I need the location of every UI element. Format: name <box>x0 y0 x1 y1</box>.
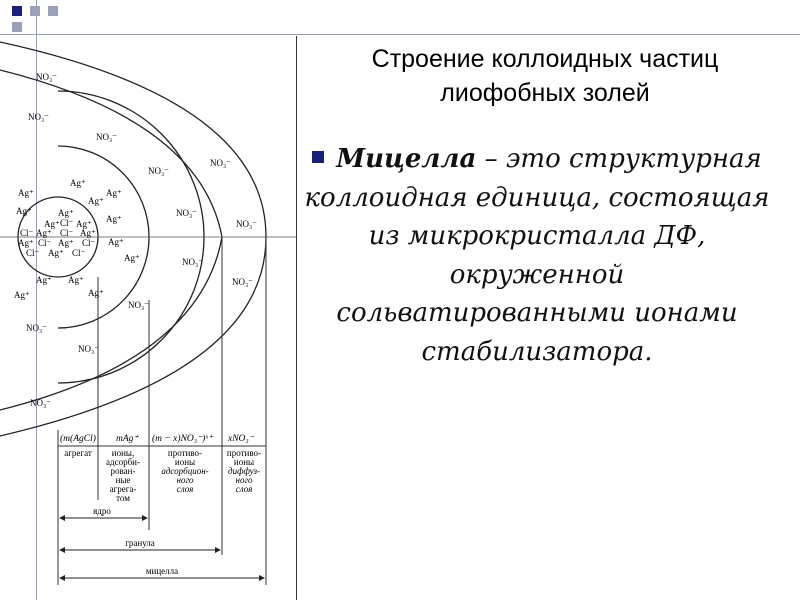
adsorbed-ion: Ag⁺ <box>36 275 52 285</box>
definition-text: – это структурная коллоидная единица, состоящая из микрокристалла ДФ, окруженной сольватированными ионами стабилизатора. <box>304 144 770 367</box>
core-ion: Cl⁻ <box>60 218 74 228</box>
label-adsorption-layer-2: ионы <box>174 457 196 467</box>
granule-label: гранула <box>125 538 155 548</box>
adsorbed-ion: Ag⁺ <box>108 237 124 247</box>
label-adsorbed-4: ные <box>115 475 131 485</box>
formula-aggregate: (m(AgCl) <box>60 434 96 444</box>
core-ion: Ag⁺ <box>58 238 74 248</box>
bullet-square-icon <box>312 151 324 163</box>
counter-ion: NO₃⁻ <box>210 158 231 168</box>
counter-ion: NO₃⁻ <box>128 300 149 310</box>
core-ion: Cl⁻ <box>60 228 74 238</box>
slide-top-rule <box>0 34 800 35</box>
core-ion: Ag⁺ <box>36 228 52 238</box>
definition-paragraph <box>302 140 772 371</box>
core-ion: Ag⁺ <box>44 219 60 229</box>
adsorbed-ion: Ag⁺ <box>70 178 86 188</box>
label-adsorbed-2: адсорби- <box>106 457 140 467</box>
label-adsorbed-1: ионы, <box>111 448 135 458</box>
core-ion: Cl⁻ <box>20 228 34 238</box>
definition-term: Мицелла <box>336 144 477 174</box>
micelle-diagram <box>0 36 300 600</box>
label-adsorbed-3: рован- <box>110 466 136 476</box>
core-ion: Ag⁺ <box>58 208 74 218</box>
core-ion: Cl⁻ <box>38 238 52 248</box>
formula-adsorption-layer: (m − x)NO₃⁻)ˣ⁺ <box>152 434 213 444</box>
counter-ion: NO₃⁻ <box>96 132 117 142</box>
adsorbed-ion: Ag⁺ <box>18 188 34 198</box>
label-adsorbed-5: агрега- <box>109 484 137 494</box>
label-adsorption-layer-3: адсорбцион- <box>161 466 209 476</box>
adsorbed-ion: Ag⁺ <box>106 188 122 198</box>
label-adsorption-layer-4: ного <box>176 475 194 485</box>
core-ion: Ag⁺ <box>48 248 64 258</box>
counter-ion: NO₃⁻ <box>148 166 169 176</box>
core-ion: Ag⁺ <box>18 238 34 248</box>
counter-ion: NO₃⁻ <box>182 257 203 267</box>
label-diffuse-layer-3: диффуз- <box>228 466 260 476</box>
span-labels <box>93 506 178 576</box>
counter-ion: NO₃⁻ <box>36 72 57 82</box>
label-diffuse-layer-2: ионы <box>233 457 255 467</box>
label-diffuse-layer-4: ного <box>235 475 253 485</box>
formula-row <box>60 433 255 444</box>
core-ion: Cl⁻ <box>82 238 96 248</box>
adsorbed-ion: Ag⁺ <box>16 206 32 216</box>
label-aggregate: агрегат <box>64 448 92 458</box>
core-label: ядро <box>93 506 111 516</box>
label-adsorption-layer-1: противо- <box>167 448 203 458</box>
ion-labels <box>14 72 257 408</box>
column-labels <box>64 448 261 503</box>
slide-title-line1: Строение коллоидных частиц <box>371 45 719 73</box>
counter-ion: NO₃⁻ <box>78 344 99 354</box>
micelle-label: мицелла <box>145 566 179 576</box>
adsorbed-ion: Ag⁺ <box>124 253 140 263</box>
core-ion: Ag⁺ <box>76 219 92 229</box>
counter-ion: NO₃⁻ <box>236 219 257 229</box>
core-ion: Cl⁻ <box>72 248 86 258</box>
adsorbed-ion: Ag⁺ <box>106 214 122 224</box>
adsorbed-ion: Ag⁺ <box>88 196 104 206</box>
counter-ion: NO₃⁻ <box>28 112 49 122</box>
counter-ion: NO₃⁻ <box>176 208 197 218</box>
slide-title <box>300 42 790 110</box>
core-ion: Ag⁺ <box>80 228 96 238</box>
label-adsorption-layer-5: слоя <box>176 484 194 494</box>
slide-title-line2: лиофобных золей <box>440 79 650 107</box>
formula-adsorbed: mAg⁺ <box>116 434 139 444</box>
core-ion: Cl⁻ <box>26 248 40 258</box>
adsorbed-ion: Ag⁺ <box>14 290 30 300</box>
label-adsorbed-6: том <box>116 493 130 503</box>
counter-ion: NO₃⁻ <box>232 277 253 287</box>
diagram-frame-line <box>296 36 297 600</box>
counter-ion: NO₃⁻ <box>30 398 51 408</box>
label-diffuse-layer-1: противо- <box>226 448 262 458</box>
formula-diffuse-layer: xNO₃⁻ <box>228 434 254 444</box>
adsorbed-ion: Ag⁺ <box>88 288 104 298</box>
adsorbed-ion: Ag⁺ <box>68 275 84 285</box>
counter-ion: NO₃⁻ <box>26 323 47 333</box>
label-diffuse-layer-5: слоя <box>235 484 253 494</box>
